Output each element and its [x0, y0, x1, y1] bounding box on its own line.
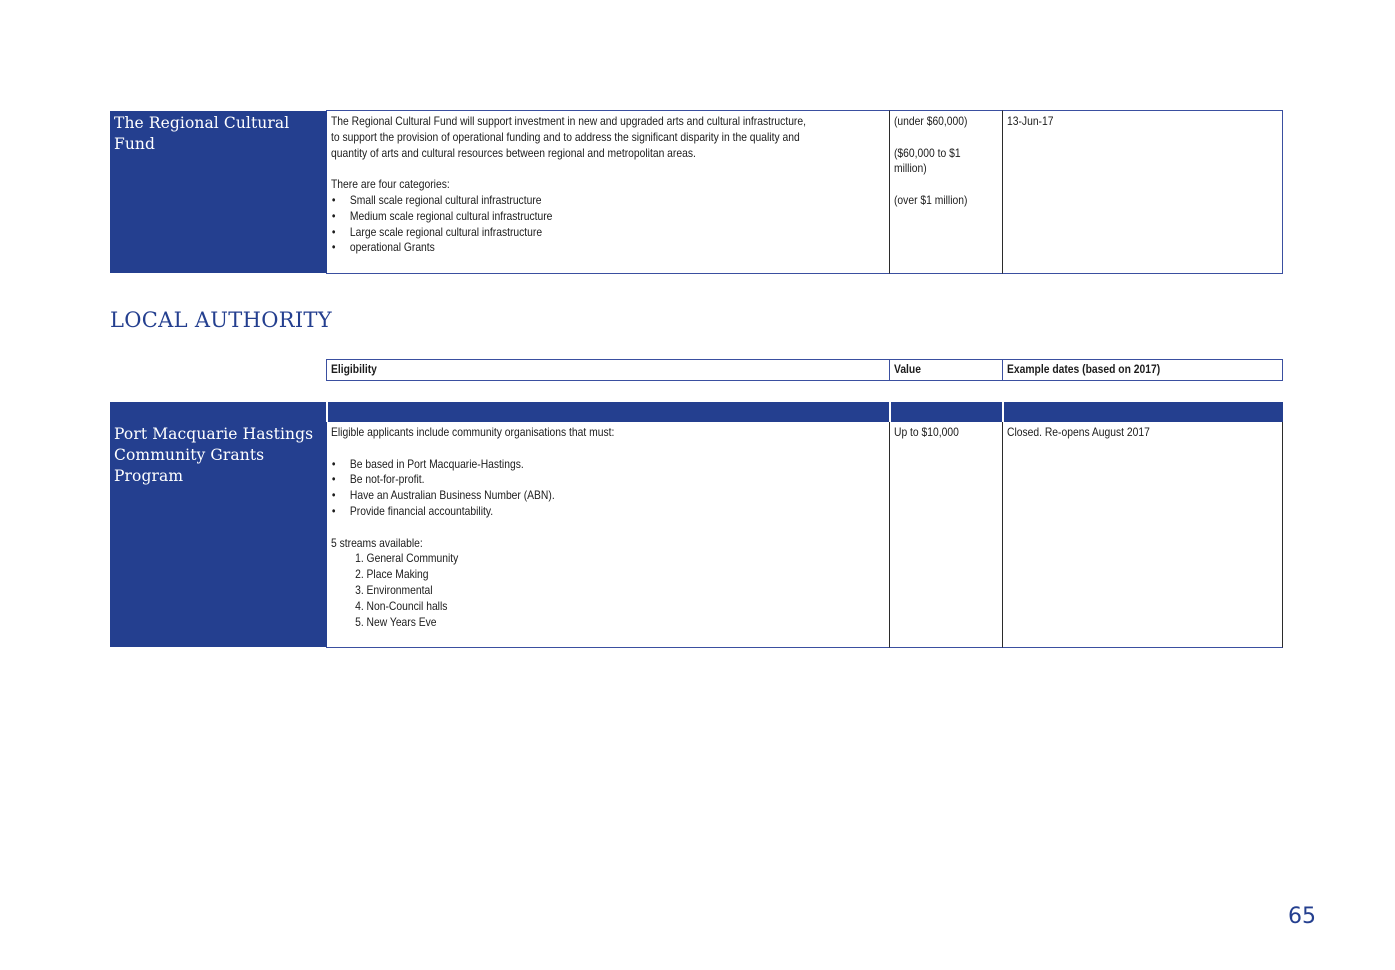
- fund-description-line: quantity of arts and cultural resources between regional and metropolitan areas.: [331, 145, 696, 160]
- fund-date: [1007, 114, 1267, 130]
- header-eligibility-cell: [326, 359, 890, 381]
- fund-description-line: The Regional Cultural Fund will support investment in new and upgraded arts and cultural infrastructure,: [331, 114, 806, 128]
- streams-list: [331, 551, 881, 630]
- list-item: • operational Grants: [331, 240, 881, 256]
- fund-values: [894, 114, 1014, 209]
- fund-title: The Regional Cultural Fund: [114, 114, 290, 153]
- list-item: • Small scale regional cultural infrastructure: [331, 193, 881, 209]
- fund-description: [331, 114, 971, 256]
- program-date-text: Closed. Re-opens August 2017: [1007, 425, 1150, 439]
- list-item: 5. New Years Eve: [355, 614, 437, 629]
- program-title-line: Community Grants Program: [114, 446, 265, 485]
- program-date: [1007, 425, 1287, 441]
- program-eligibility: [331, 425, 971, 630]
- band-cell: [891, 402, 1002, 422]
- list-item: • Be based in Port Macquarie-Hastings.: [331, 457, 881, 473]
- band-cell: [328, 402, 889, 422]
- fund-date-text: 13-Jun-17: [1007, 114, 1054, 128]
- page-number: 65: [1288, 904, 1316, 929]
- categories-list: [331, 193, 881, 256]
- header-dates: Example dates (based on 2017): [1007, 362, 1161, 376]
- list-item: • Be not-for-profit.: [331, 472, 881, 488]
- value-line: (under $60,000): [894, 114, 968, 128]
- requirements-list: [331, 457, 881, 520]
- header-value: Value: [894, 362, 921, 376]
- value-line: (over $1 million): [894, 192, 968, 207]
- program-value-text: Up to $10,000: [894, 425, 959, 439]
- section-heading: LOCAL AUTHORITY: [110, 308, 332, 332]
- list-item: • Large scale regional cultural infrastructure: [331, 225, 881, 241]
- list-item: • Have an Australian Business Number (ABN).: [331, 488, 881, 504]
- value-line: million): [894, 161, 927, 176]
- value-line: ($60,000 to $1: [894, 145, 961, 160]
- header-eligibility: Eligibility: [331, 362, 377, 376]
- list-item: 3. Environmental: [355, 582, 433, 597]
- list-item: 2. Place Making: [355, 567, 429, 582]
- streams-intro: 5 streams available:: [331, 535, 423, 550]
- program-title-line: Port Macquarie Hastings: [114, 425, 314, 443]
- list-item: • Provide financial accountability.: [331, 504, 881, 520]
- list-item: 4. Non-Council halls: [355, 598, 448, 613]
- fund-date-cell: [1002, 110, 1283, 274]
- program-title: [110, 422, 327, 489]
- program-value: [894, 425, 1014, 441]
- list-item: 1. General Community: [355, 551, 459, 566]
- categories-intro: There are four categories:: [331, 177, 450, 192]
- list-item: • Medium scale regional cultural infrastructure: [331, 209, 881, 225]
- fund-description-line: to support the provision of operational funding and to address the significant disparity in the quality and: [331, 129, 800, 144]
- eligibility-intro: Eligible applicants include community organisations that must:: [331, 425, 615, 439]
- band-cell: [1004, 402, 1283, 422]
- program-date-cell: [1002, 422, 1283, 648]
- band-cell: [110, 402, 326, 422]
